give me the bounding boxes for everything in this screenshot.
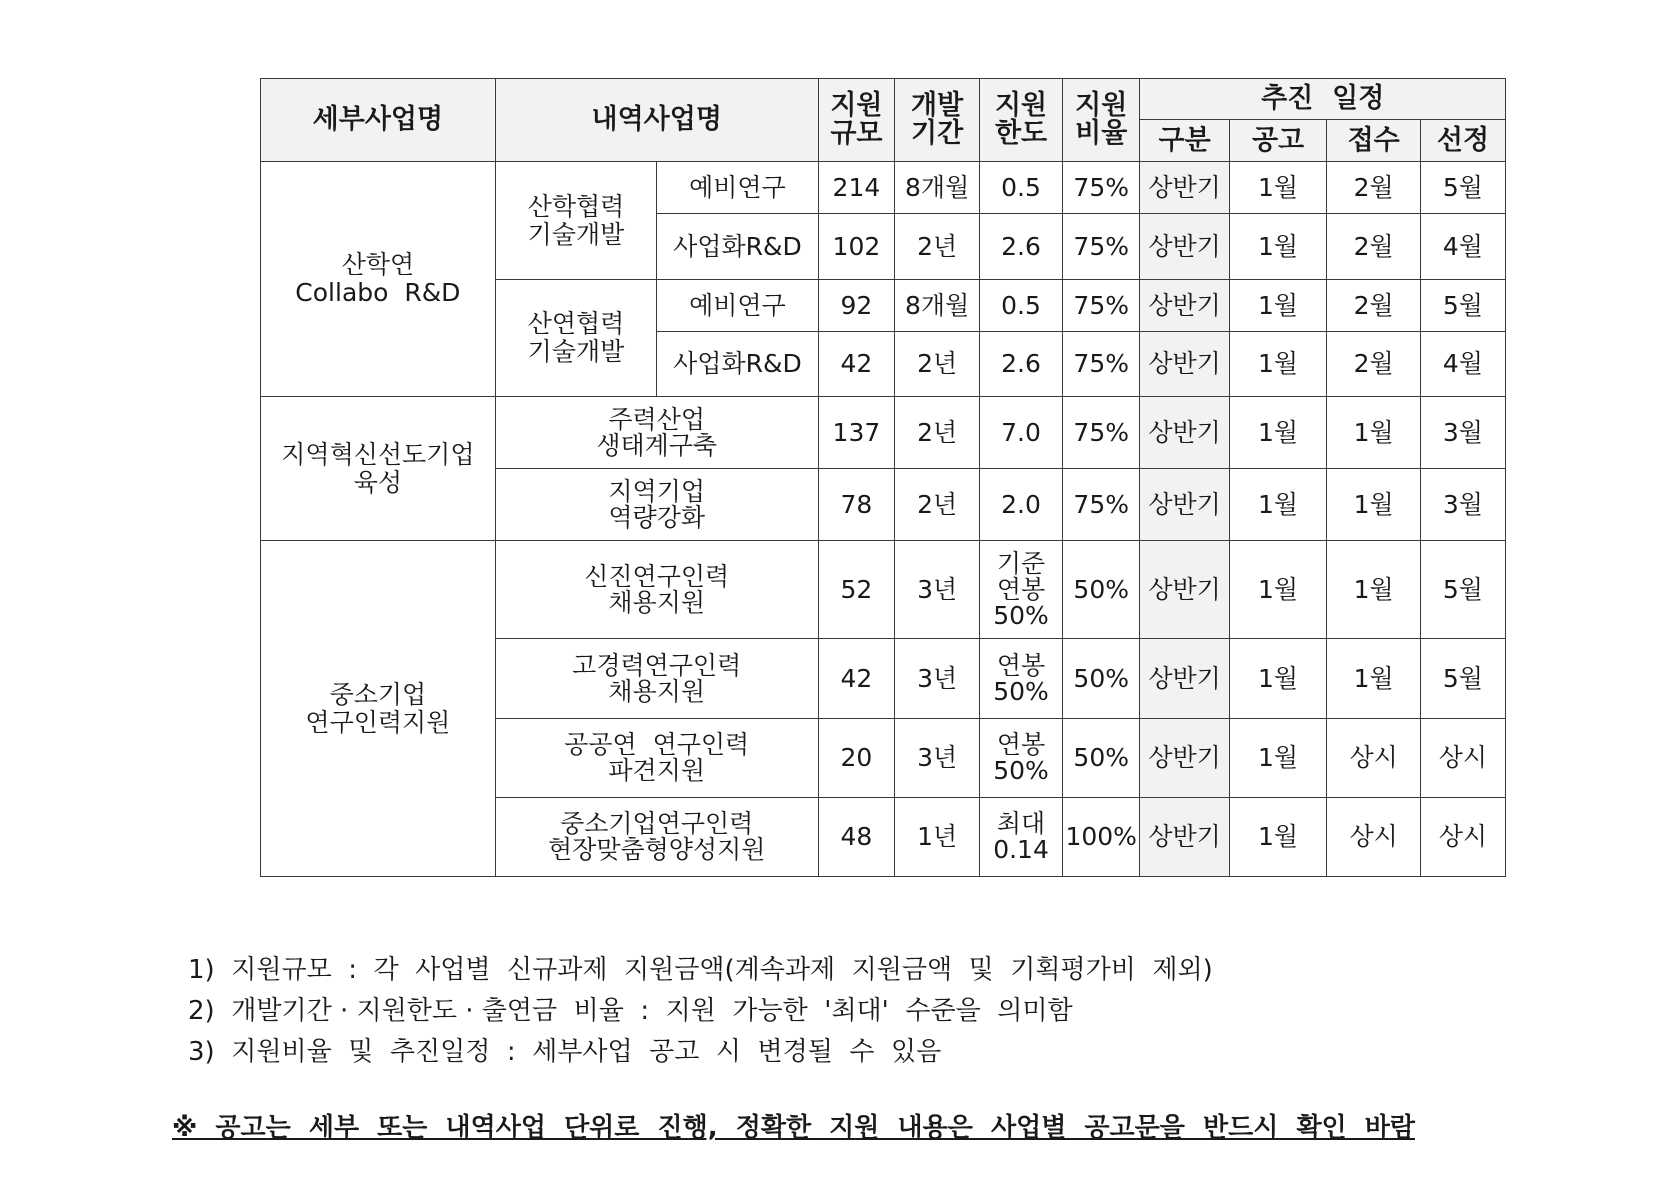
program-table — [260, 78, 1506, 877]
row-gubun: 상반기 — [1140, 469, 1229, 541]
row-ratio: 75% — [1062, 162, 1140, 214]
header-ratio-line2: 비율 — [1075, 118, 1128, 149]
warning-notice — [172, 1107, 1415, 1144]
row-gubun: 상반기 — [1140, 280, 1229, 332]
row-gubun: 상반기 — [1140, 332, 1229, 397]
row-period: 2년 — [895, 469, 980, 541]
group-collabo-line1: 산학연 — [341, 250, 415, 279]
row-period: 8개월 — [895, 162, 980, 214]
header-detail-program: 내역사업명 — [495, 79, 818, 162]
group-regional-line2: 육성 — [353, 467, 403, 497]
row-receipt: 2월 — [1327, 332, 1420, 397]
row-scale: 137 — [818, 397, 894, 469]
row-select: 5월 — [1420, 541, 1505, 639]
row-scale: 214 — [818, 162, 894, 214]
footnote-1: 1) 지원규모 : 각 사업별 신규과제 지원금액(계속과제 지원금액 및 기획평가비 제외) — [188, 955, 1213, 985]
row-type: 사업화R&D — [657, 214, 818, 280]
row-select: 5월 — [1420, 162, 1505, 214]
row-ratio: 75% — [1062, 332, 1140, 397]
row-type: 예비연구 — [657, 280, 818, 332]
row-period: 1년 — [895, 798, 980, 877]
row-name — [495, 541, 818, 639]
row-notice: 1월 — [1229, 162, 1327, 214]
row-select: 4월 — [1420, 214, 1505, 280]
row-limit-line1: 최대 — [996, 809, 1046, 838]
row-notice: 1월 — [1229, 798, 1327, 877]
row-scale: 42 — [818, 332, 894, 397]
row-ratio: 75% — [1062, 397, 1140, 469]
subgroup-ia-line2: 기술개발 — [527, 219, 625, 249]
row-name-line2: 생태계구축 — [596, 430, 718, 460]
row-select: 5월 — [1420, 280, 1505, 332]
header-schedule: 추진 일정 — [1140, 79, 1506, 120]
row-limit-line1: 연봉 — [996, 730, 1046, 759]
row-ratio: 75% — [1062, 469, 1140, 541]
row-gubun: 상반기 — [1140, 214, 1229, 280]
group-collabo — [261, 162, 496, 397]
group-regional-line1: 지역혁신선도기업 — [281, 439, 475, 469]
footnote-2: 2) 개발기간 · 지원한도 · 출연금 비율 : 지원 가능한 '최대' 수준을 의미함 — [188, 996, 1073, 1026]
header-select: 선정 — [1420, 120, 1505, 162]
row-scale: 92 — [818, 280, 894, 332]
header-scale-line1: 지원 — [830, 90, 883, 121]
row-period: 2년 — [895, 397, 980, 469]
row-notice: 1월 — [1229, 332, 1327, 397]
subgroup-ii-line1: 산연협력 — [527, 309, 625, 338]
row-receipt: 2월 — [1327, 280, 1420, 332]
row-name-line2: 파견지원 — [608, 756, 706, 785]
row-period: 2년 — [895, 332, 980, 397]
row-limit-line2: 50% — [993, 676, 1049, 706]
group-regional — [261, 397, 496, 541]
row-ratio: 75% — [1062, 214, 1140, 280]
row-type: 예비연구 — [657, 162, 818, 214]
row-limit: 0.5 — [980, 162, 1063, 214]
row-period: 3년 — [895, 541, 980, 639]
row-notice: 1월 — [1229, 397, 1327, 469]
footnotes — [188, 950, 1213, 1073]
row-notice: 1월 — [1229, 214, 1327, 280]
subgroup-industry-academia — [495, 162, 656, 280]
row-name-line1: 주력산업 — [608, 404, 706, 434]
header-limit-line1: 지원 — [994, 90, 1048, 121]
row-name-line1: 고경력연구인력 — [572, 650, 742, 680]
row-name — [495, 397, 818, 469]
row-period: 8개월 — [895, 280, 980, 332]
header-dev-period-line1: 개발 — [911, 90, 964, 121]
row-notice: 1월 — [1229, 719, 1327, 798]
row-ratio: 50% — [1062, 639, 1140, 719]
row-ratio: 50% — [1062, 541, 1140, 639]
row-scale: 48 — [818, 798, 894, 877]
row-name-line2: 현장맞춤형양성지원 — [548, 835, 766, 864]
row-name — [495, 469, 818, 541]
row-gubun: 상반기 — [1140, 639, 1229, 719]
header-scale — [818, 79, 894, 162]
row-name-line1: 신진연구인력 — [584, 561, 730, 591]
row-receipt: 2월 — [1327, 162, 1420, 214]
row-scale: 52 — [818, 541, 894, 639]
row-scale: 102 — [818, 214, 894, 280]
row-limit-line2: 연봉 — [996, 574, 1046, 604]
row-ratio: 100% — [1062, 798, 1140, 877]
row-gubun: 상반기 — [1140, 719, 1229, 798]
header-dev-period — [895, 79, 980, 162]
row-period: 3년 — [895, 719, 980, 798]
row-ratio: 75% — [1062, 280, 1140, 332]
row-type: 사업화R&D — [657, 332, 818, 397]
header-scale-line2: 규모 — [830, 118, 883, 149]
row-name-line2: 역량강화 — [608, 502, 706, 532]
row-select: 상시 — [1420, 798, 1505, 877]
header-limit — [980, 79, 1063, 162]
row-limit — [980, 541, 1063, 639]
row-limit-line1: 연봉 — [996, 650, 1046, 680]
row-limit-line2: 0.14 — [993, 835, 1049, 864]
row-select: 3월 — [1420, 469, 1505, 541]
row-limit: 0.5 — [980, 280, 1063, 332]
row-limit: 2.6 — [980, 332, 1063, 397]
row-limit — [980, 719, 1063, 798]
row-limit: 2.0 — [980, 469, 1063, 541]
header-ratio-line1: 지원 — [1075, 90, 1128, 121]
row-gubun: 상반기 — [1140, 541, 1229, 639]
row-receipt: 상시 — [1327, 719, 1420, 798]
row-notice: 1월 — [1229, 469, 1327, 541]
warning-text: ※ 공고는 세부 또는 내역사업 단위로 진행, 정확한 지원 내용은 사업별 공고문을 반드시 확인 바람 — [172, 1113, 1416, 1143]
row-notice: 1월 — [1229, 541, 1327, 639]
group-sme-line2: 연구인력지원 — [305, 707, 451, 737]
row-select: 상시 — [1420, 719, 1505, 798]
row-gubun: 상반기 — [1140, 162, 1229, 214]
row-period: 3년 — [895, 639, 980, 719]
row-limit — [980, 798, 1063, 877]
group-sme — [261, 541, 496, 877]
row-select: 5월 — [1420, 639, 1505, 719]
row-gubun: 상반기 — [1140, 397, 1229, 469]
row-limit-line2: 50% — [993, 756, 1049, 785]
header-sub-program: 세부사업명 — [261, 79, 496, 162]
subgroup-ii-line2: 기술개발 — [527, 337, 625, 366]
row-receipt: 상시 — [1327, 798, 1420, 877]
row-limit-line1: 기준 — [996, 548, 1046, 578]
row-select: 4월 — [1420, 332, 1505, 397]
row-limit: 7.0 — [980, 397, 1063, 469]
row-scale: 20 — [818, 719, 894, 798]
header-ratio — [1062, 79, 1140, 162]
row-scale: 78 — [818, 469, 894, 541]
row-name-line1: 공공연 연구인력 — [564, 730, 750, 759]
row-select: 3월 — [1420, 397, 1505, 469]
row-receipt: 1월 — [1327, 639, 1420, 719]
row-name-line2: 채용지원 — [608, 587, 706, 617]
header-limit-line2: 한도 — [994, 118, 1048, 149]
footnote-3: 3) 지원비율 및 추진일정 : 세부사업 공고 시 변경될 수 있음 — [188, 1037, 942, 1067]
row-limit-line3: 50% — [993, 600, 1049, 630]
row-notice: 1월 — [1229, 639, 1327, 719]
row-name — [495, 798, 818, 877]
row-name-line2: 채용지원 — [608, 676, 706, 706]
header-receipt: 접수 — [1327, 120, 1420, 162]
group-sme-line1: 중소기업 — [329, 679, 427, 709]
row-limit — [980, 639, 1063, 719]
subgroup-ia-line1: 산학협력 — [527, 191, 625, 221]
row-gubun: 상반기 — [1140, 798, 1229, 877]
group-collabo-line2: Collabo R&D — [295, 278, 461, 307]
row-limit: 2.6 — [980, 214, 1063, 280]
row-name — [495, 719, 818, 798]
row-receipt: 2월 — [1327, 214, 1420, 280]
row-receipt: 1월 — [1327, 397, 1420, 469]
header-dev-period-line2: 기간 — [911, 118, 964, 149]
header-gubun: 구분 — [1140, 120, 1229, 162]
row-name-line1: 중소기업연구인력 — [560, 809, 754, 838]
row-receipt: 1월 — [1327, 541, 1420, 639]
subgroup-industry-institute — [495, 280, 656, 397]
row-name — [495, 639, 818, 719]
row-name-line1: 지역기업 — [608, 476, 706, 506]
row-notice: 1월 — [1229, 280, 1327, 332]
row-period: 2년 — [895, 214, 980, 280]
row-ratio: 50% — [1062, 719, 1140, 798]
header-notice: 공고 — [1229, 120, 1327, 162]
row-scale: 42 — [818, 639, 894, 719]
row-receipt: 1월 — [1327, 469, 1420, 541]
